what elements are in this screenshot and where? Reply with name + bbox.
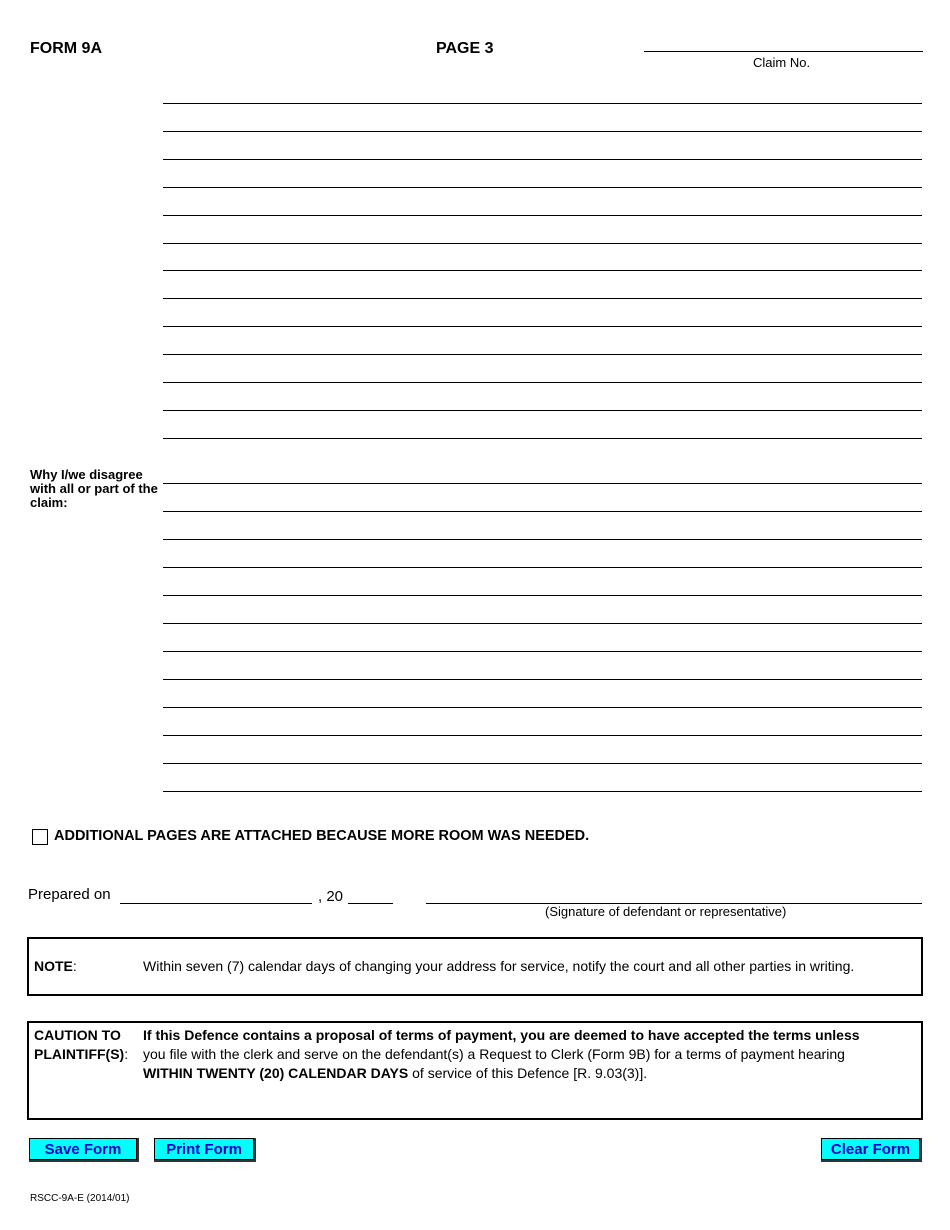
caution-text	[143, 1026, 918, 1083]
writing-line[interactable]	[163, 735, 922, 736]
writing-line[interactable]	[163, 270, 922, 271]
disagree-text-area[interactable]	[163, 0, 922, 800]
writing-line[interactable]	[163, 298, 922, 299]
writing-line[interactable]	[163, 595, 922, 596]
caution-bold-text: If this Defence contains a proposal of terms of payment, you are deemed to have accepted the terms unless	[143, 1027, 860, 1043]
disagree-label: Why I/we disagree with all or part of the claim:	[30, 467, 158, 510]
prepared-year-field[interactable]	[348, 903, 393, 904]
writing-line[interactable]	[163, 326, 922, 327]
caution-label-colon: :	[124, 1046, 129, 1062]
print-form-button[interactable]: Print Form	[154, 1138, 254, 1160]
caution-text-part2: of service of this Defence [R. 9.03(3)].	[412, 1065, 648, 1081]
signature-label: (Signature of defendant or representative)	[545, 904, 787, 919]
caution-label	[34, 1026, 128, 1064]
caution-label-line1: CAUTION TO	[34, 1027, 121, 1043]
writing-line[interactable]	[163, 651, 922, 652]
note-text: Within seven (7) calendar days of changing your address for service, notify the court and all other parties in writing.	[143, 958, 855, 974]
writing-line[interactable]	[163, 539, 922, 540]
writing-line[interactable]	[163, 763, 922, 764]
writing-line[interactable]	[163, 159, 922, 160]
clear-form-button[interactable]: Clear Form	[821, 1138, 920, 1160]
writing-line[interactable]	[163, 707, 922, 708]
writing-line[interactable]	[163, 511, 922, 512]
writing-line[interactable]	[163, 791, 922, 792]
writing-line[interactable]	[163, 679, 922, 680]
writing-line[interactable]	[163, 187, 922, 188]
prepared-on-label: Prepared on	[28, 886, 111, 903]
writing-line[interactable]	[163, 103, 922, 104]
caution-label-line2: PLAINTIFF(S)	[34, 1046, 125, 1062]
additional-pages-label: ADDITIONAL PAGES ARE ATTACHED BECAUSE MORE ROOM WAS NEEDED.	[54, 828, 590, 844]
note-label	[34, 958, 77, 974]
page-number: PAGE 3	[436, 40, 494, 57]
caution-deadline: WITHIN TWENTY (20) CALENDAR DAYS	[143, 1065, 409, 1081]
form-code: RSCC-9A-E (2014/01)	[30, 1193, 130, 1204]
writing-line[interactable]	[163, 354, 922, 355]
note-box	[27, 937, 923, 996]
writing-line[interactable]	[163, 243, 922, 244]
writing-line[interactable]	[163, 623, 922, 624]
writing-line[interactable]	[163, 131, 922, 132]
writing-line[interactable]	[163, 382, 922, 383]
year-prefix-label: , 20	[318, 888, 344, 905]
claim-number-label: Claim No.	[753, 55, 811, 70]
additional-pages-checkbox[interactable]	[32, 829, 48, 845]
caution-box	[27, 1021, 923, 1120]
note-label-text: NOTE	[34, 958, 73, 974]
prepared-date-field[interactable]	[120, 903, 312, 904]
writing-line[interactable]	[163, 410, 922, 411]
caution-text-part1: you file with the clerk and serve on the defendant(s) a Request to Clerk (Form 9B) for a terms of payment hearing	[143, 1046, 845, 1062]
form-id: FORM 9A	[30, 40, 102, 57]
writing-line[interactable]	[163, 483, 922, 484]
note-label-colon: :	[72, 958, 77, 974]
writing-line[interactable]	[163, 567, 922, 568]
save-form-button[interactable]: Save Form	[29, 1138, 137, 1160]
writing-line[interactable]	[163, 438, 922, 439]
writing-line[interactable]	[163, 215, 922, 216]
